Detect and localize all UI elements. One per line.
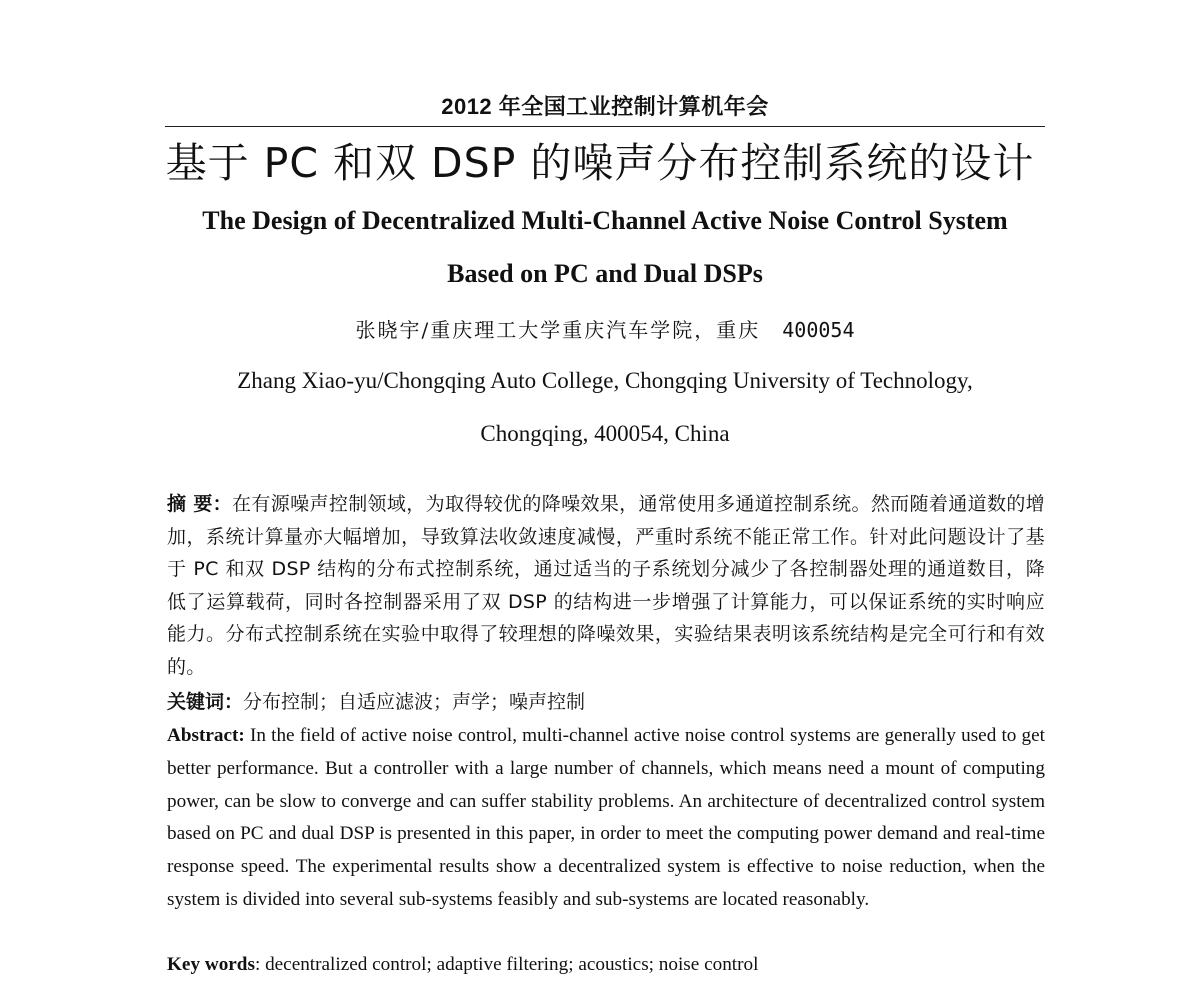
english-title-line-1: The Design of Decentralized Multi-Channel Active Noise Control System: [202, 206, 1008, 235]
conference-header: 2012 年全国工业控制计算机年会: [441, 94, 769, 119]
abstract-chinese-label: 摘 要：: [167, 493, 233, 515]
author-chinese-affiliation: 张晓宇/重庆理工大学重庆汽车学院，重庆: [355, 318, 761, 342]
abstract-chinese-text: 在有源噪声控制领域，为取得较优的降噪效果，通常使用多通道控制系统。然而随着通道数的增加，系统计算量亦大幅增加，导致算法收敛速度减慢，严重时系统不能正常工作。针对此问题设计了基于 PC 和双 DSP 结构的分布式控制系统，通过适当的子系统划分减少了各控制器处理的通道数目，降低了运算载荷，同时各控制器采用了双 DSP 的结构进一步增强了计算能力，可以保证系统的实时响应能力。分布式控制系统在实验中取得了较理想的降噪效果，实验结果表明该系统结构是完全可行和有效的。: [167, 493, 1045, 678]
keywords-english: [167, 950, 1045, 980]
author-english-line-1: Zhang Xiao-yu/Chongqing Auto College, Chongqing University of Technology,: [237, 368, 973, 393]
abstract-chinese: [167, 488, 1045, 684]
keywords-chinese-text: 分布控制；自适应滤波；声学；噪声控制: [243, 691, 586, 713]
abstract-english-label: Abstract:: [167, 725, 245, 746]
english-title-line-2: Based on PC and Dual DSPs: [447, 259, 763, 288]
keywords-english-label: Key words: [167, 954, 255, 975]
keywords-chinese-label: 关键词：: [167, 691, 244, 713]
author-chinese: [0, 314, 1200, 343]
chinese-title: 基于 PC 和双 DSP 的噪声分布控制系统的设计: [165, 139, 1035, 187]
author-zip: 400054: [782, 318, 855, 342]
author-english-line-2: Chongqing, 400054, China: [480, 421, 730, 446]
header-rule: [165, 126, 1045, 127]
abstract-english-text: In the field of active noise control, multi-channel active noise control systems are generally used to get better performance. But a controller with a large number of channels, which means need a mount of computing power, can be slow to converge and can suffer stability problems. An architecture of decentralized control system based on PC and dual DSP is presented in this paper, in order to meet the computing power demand and real-time response speed. The experimental results show a decentralized system is effective to noise reduction, when the system is divided into several sub-systems feasibly and sub-systems are located reasonably.: [167, 725, 1045, 910]
abstract-english: [167, 720, 1045, 917]
keywords-chinese: [167, 686, 1045, 718]
keywords-english-text: : decentralized control; adaptive filtering; acoustics; noise control: [254, 954, 759, 975]
